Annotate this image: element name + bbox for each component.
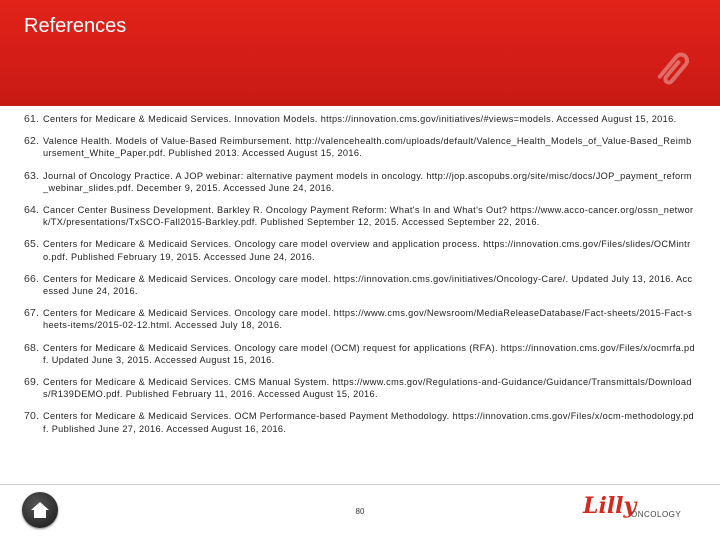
reference-number: 62.	[24, 135, 40, 148]
logo-script: Lilly	[583, 493, 637, 519]
reference-text: Journal of Oncology Practice. A JOP webinar: alternative payment models in oncology. http://jop.ascopubs.org/site/misc/docs/JOP_payment_reform_webinar_slides.pdf. December 9, 2015. Accessed June 24, 2016.	[43, 170, 692, 193]
reference-number: 70.	[24, 410, 40, 423]
reference-item	[24, 307, 696, 331]
reference-item	[24, 273, 696, 297]
lilly-oncology-logo	[583, 493, 683, 525]
reference-item	[24, 113, 696, 125]
reference-number: 65.	[24, 238, 40, 251]
logo-text: ONCOLOGY	[631, 510, 682, 519]
reference-text: Centers for Medicare & Medicaid Services. Oncology care model. https://www.cms.gov/Newsroom/MediaReleaseDatabase/Fact-sheets/2015-Fact-sheets-items/2015-02-12.html. Accessed July 18, 2016.	[43, 308, 693, 331]
reference-text: Centers for Medicare & Medicaid Services. Oncology care model overview and application process. https://innovation.cms.gov/Files/slides/OCMintro.pdf. Published February 19, 2015. Accessed June 24, 2016.	[43, 239, 691, 262]
reference-number: 64.	[24, 204, 40, 217]
reference-text: Centers for Medicare & Medicaid Services. Oncology care model (OCM) request for applications (RFA). https://innovation.cms.gov/Files/x/ocmrfa.pdf. Updated June 3, 2015. Accessed August 15, 2016.	[43, 342, 695, 365]
page-number: 80	[355, 507, 365, 516]
reference-number: 66.	[24, 272, 40, 285]
reference-text: Centers for Medicare & Medicaid Services. Oncology care model. https://innovation.cms.gov/initiatives/Oncology-Care/. Updated July 13, 2016. Accessed June 24, 2016.	[43, 273, 693, 297]
page-title: References	[24, 15, 127, 37]
reference-text: Valence Health. Models of Value-Based Reimbursement. http://valencehealth.com/uploads/default/Valence_Health_Models_of_Value-Based_Reimbursement_White_Paper.pdf. Published 2013. Accessed August 15, 2016.	[43, 136, 692, 159]
reference-item	[24, 410, 696, 434]
reference-item	[24, 170, 696, 194]
reference-item	[24, 135, 696, 159]
reference-item	[24, 238, 696, 262]
reference-text: Cancer Center Business Development. Barkley R. Oncology Payment Reform: What's In and What's Out? https://www.acco-cancer.org/ossn_network/TX/presentations/TxSCO-Fall2015-Barkley.pdf. Published September 12, 2015. Accessed September 22, 2016.	[43, 205, 694, 228]
reference-number: 61.	[24, 113, 40, 125]
reference-number: 63.	[24, 169, 40, 182]
reference-text: Centers for Medicare & Medicaid Services. Innovation Models. https://innovation.cms.gov/initiatives/#views=models. Accessed August 15, 2016.	[43, 114, 677, 124]
reference-item	[24, 204, 696, 228]
reference-text: Centers for Medicare & Medicaid Services. OCM Performance-based Payment Methodology. https://innovation.cms.gov/Files/x/ocm-methodology.pdf. Published June 27, 2016. Accessed August 16, 2016.	[43, 411, 695, 434]
footer-divider	[0, 484, 720, 485]
reference-list	[24, 113, 696, 445]
reference-item	[24, 342, 696, 366]
paperclip-icon	[650, 44, 698, 94]
home-button[interactable]	[22, 492, 58, 528]
header-banner	[0, 0, 720, 106]
reference-number: 67.	[24, 307, 40, 320]
reference-text: Centers for Medicare & Medicaid Services. CMS Manual System. https://www.cms.gov/Regulations-and-Guidance/Guidance/Transmittals/Downloads/R139DEMO.pdf. Published February 11, 2016. Accessed August 15, 2016.	[43, 377, 692, 400]
home-icon	[30, 500, 50, 520]
reference-item	[24, 376, 696, 400]
reference-number: 69.	[24, 376, 40, 389]
reference-number: 68.	[24, 341, 40, 354]
